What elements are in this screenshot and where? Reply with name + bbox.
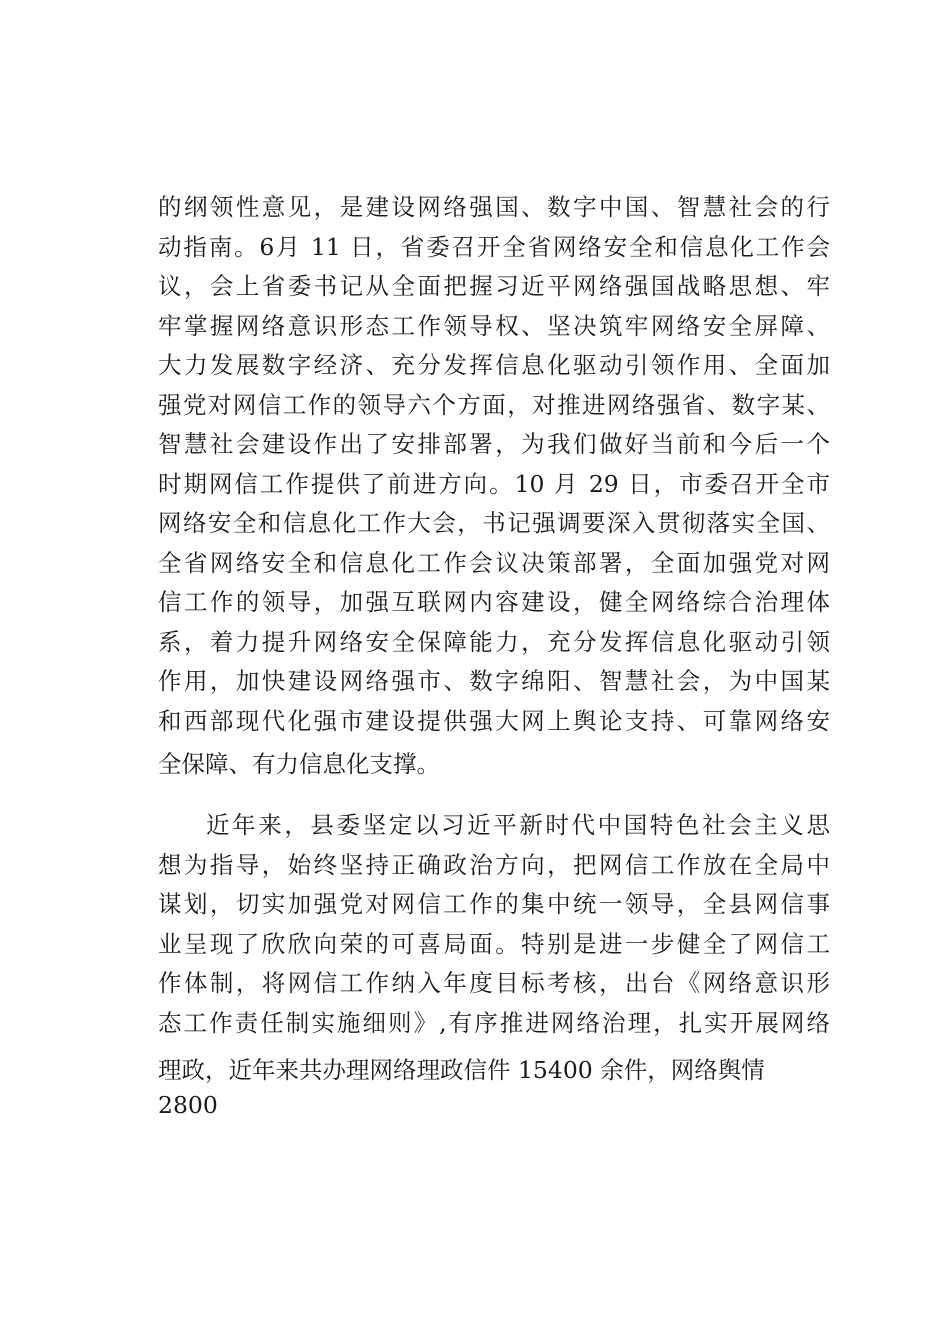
paragraph-line: 理政，近年来共办理网络理政信件 15400 余件，网络舆情	[158, 1056, 765, 1084]
paragraph-line: 全省网络安全和信息化工作会议决策部署，全面加强党对网	[158, 548, 830, 577]
paragraph-line: 2800	[158, 1090, 218, 1119]
paragraph-line: 牢掌握网络意识形态工作领导权、坚决筑牢网络安全屏障、	[158, 311, 830, 340]
paragraph-line: 时期网信工作提供了前进方向。10 月 29 日，市委召开全市	[158, 469, 830, 498]
paragraph-line: 的纲领性意见，是建设网络强国、数字中国、智慧社会的行	[158, 193, 830, 221]
paragraph-line: 业呈现了欣欣向荣的可喜局面。特别是进一步健全了网信工	[158, 929, 830, 958]
paragraph-line: 动指南。6月 11 日，省委召开全省网络安全和信息化工作会	[158, 232, 830, 261]
paragraph-line: 谋划，切实加强党对网信工作的集中统一领导，全县网信事	[158, 890, 830, 918]
paragraph-line: 想为指导，始终坚持正确政治方向，把网信工作放在全局中	[158, 850, 830, 879]
paragraph-line: 网络安全和信息化工作大会，书记强调要深入贯彻落实全国、	[158, 509, 830, 537]
paragraph-1	[158, 188, 830, 785]
paragraph-line: 全保障、有力信息化支撑。	[158, 750, 440, 778]
paragraph-line: 和西部现代化强市建设提供强大网上舆论支持、可靠网络安	[158, 706, 830, 735]
paragraph-2	[158, 806, 830, 1119]
paragraph-line: 信工作的领导，加强互联网内容建设，健全网络综合治理体	[158, 588, 830, 616]
paragraph-line: 作体制，将网信工作纳入年度目标考核，出台《网络意识形	[158, 969, 830, 997]
paragraph-line: 作用，加快建设网络强市、数字绵阳、智慧社会，为中国某	[158, 667, 830, 695]
paragraph-line: 强党对网信工作的领导六个方面，对推进网络强省、数字某、	[158, 390, 830, 419]
paragraph-line: 态工作责任制实施细则》,有序推进网络治理，扎实开展网络	[158, 1008, 830, 1037]
paragraph-line: 智慧社会建设作出了安排部署，为我们做好当前和今后一个	[158, 430, 830, 458]
paragraph-line: 近年来，县委坚定以习近平新时代中国特色社会主义思	[206, 811, 830, 839]
paragraph-line: 大力发展数字经济、充分发挥信息化驱动引领作用、全面加	[158, 351, 830, 379]
paragraph-line: 议，会上省委书记从全面把握习近平网络强国战略思想、牢	[158, 272, 830, 300]
paragraph-line: 系，着力提升网络安全保障能力，充分发挥信息化驱动引领	[158, 627, 830, 656]
